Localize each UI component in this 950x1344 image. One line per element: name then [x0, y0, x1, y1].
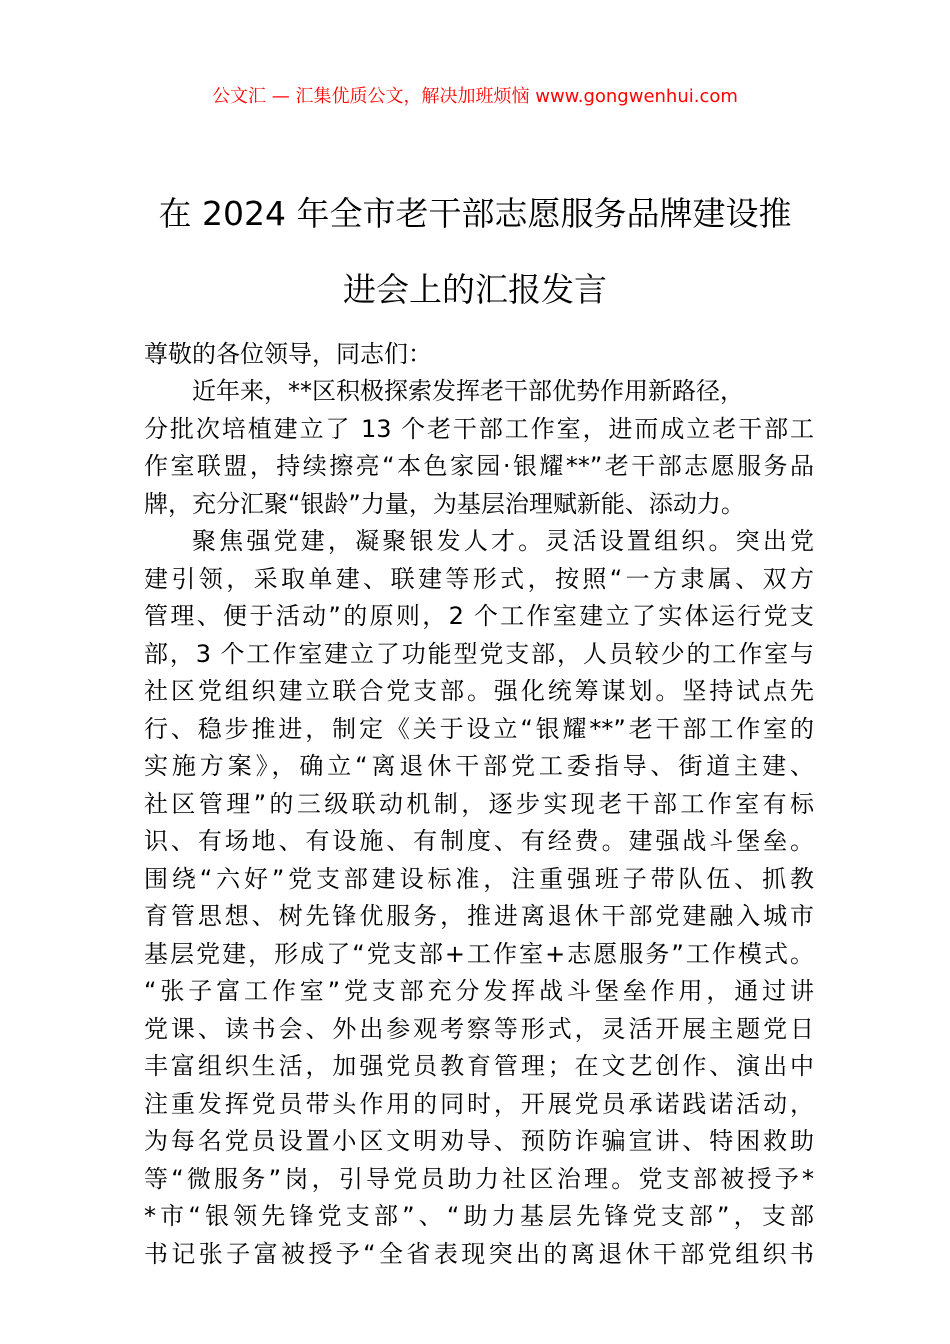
body-line: 为每名党员设置小区文明劝导、预防诈骗宣讲、特困救助 [144, 1127, 814, 1155]
body-text [144, 373, 814, 1273]
body-line: 牌，充分汇聚“银龄”力量，为基层治理赋新能、添动力。 [144, 489, 745, 518]
body-line: 分批次培植建立了 13 个老干部工作室，进而成立老干部工 [144, 414, 814, 443]
header-banner: 公文汇 — 汇集优质公文，解决加班烦恼 www.gongwenhui.com [212, 86, 738, 107]
body-line: 实施方案》，确立“离退休干部党工委指导、街道主建、 [144, 752, 814, 780]
body-line: 丰富组织生活，加强党员教育管理；在文艺创作、演出中 [144, 1052, 814, 1080]
title-line-1: 在 2024 年全市老干部志愿服务品牌建设推 [158, 194, 792, 233]
document-title [120, 176, 830, 328]
title-line-2: 进会上的汇报发言 [343, 270, 607, 309]
body-line: 行、稳步推进，制定《关于设立“银耀**”老干部工作室的 [144, 714, 814, 743]
body-line: 建引领，采取单建、联建等形式，按照“一方隶属、双方 [144, 564, 814, 593]
body-line: 党课、读书会、外出参观考察等形式，灵活开展主题党日 [144, 1014, 814, 1043]
body-line: 围绕“六好”党支部建设标准，注重强班子带队伍、抓教 [144, 864, 814, 893]
body-line: 注重发挥党员带头作用的同时，开展党员承诺践诺活动， [144, 1089, 814, 1118]
body-line: 部，3 个工作室建立了功能型党支部，人员较少的工作室与 [144, 639, 814, 668]
body-line: 基层党建，形成了“党支部+工作室+志愿服务”工作模式。 [144, 939, 814, 968]
body-line: 书记张子富被授予“全省表现突出的离退休干部党组织书 [144, 1239, 814, 1268]
body-line: 聚焦强党建，凝聚银发人才。灵活设置组织。突出党 [192, 527, 814, 555]
body-line: 育管思想、树先锋优服务，推进离退休干部党建融入城市 [144, 902, 814, 930]
body-line: 等“微服务”岗，引导党员助力社区治理。党支部被授予* [144, 1164, 814, 1193]
body-line: *市“银领先锋党支部”、“助力基层先锋党支部”，支部 [144, 1202, 814, 1230]
body-line: 管理、便于活动”的原则，2 个工作室建立了实体运行党支 [144, 602, 814, 630]
salutation: 尊敬的各位领导，同志们： [144, 340, 432, 368]
body-line: 作室联盟，持续擦亮“本色家园·银耀**”老干部志愿服务品 [144, 452, 814, 480]
body-line: 社区党组织建立联合党支部。强化统筹谋划。坚持试点先 [144, 677, 814, 705]
body-line: 社区管理”的三级联动机制，逐步实现老干部工作室有标 [144, 789, 814, 818]
body-line: 近年来，**区积极探索发挥老干部优势作用新路径， [192, 377, 744, 405]
body-line: “张子富工作室”党支部充分发挥战斗堡垒作用，通过讲 [144, 977, 814, 1005]
body-line: 识、有场地、有设施、有制度、有经费。建强战斗堡垒。 [144, 827, 814, 855]
